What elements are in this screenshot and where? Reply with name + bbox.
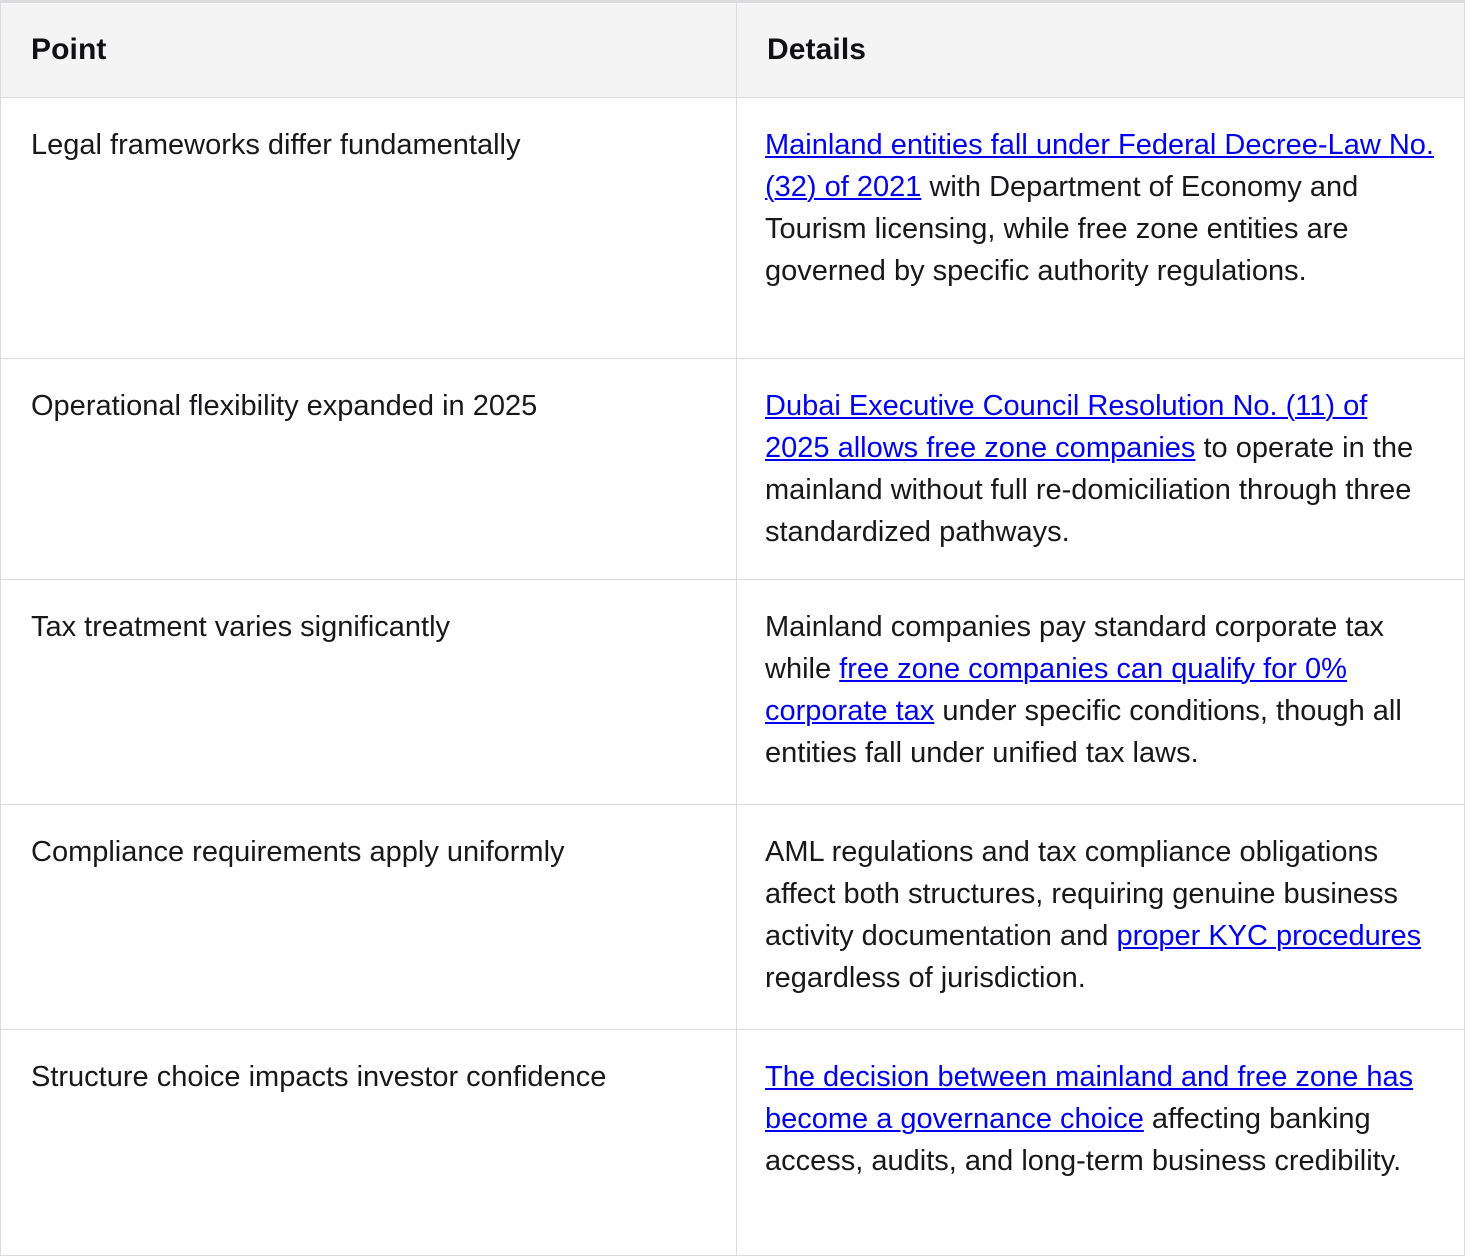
table-row bbox=[1, 359, 1465, 580]
cell-details bbox=[737, 98, 1465, 359]
detail-link[interactable]: Dubai Executive Council Resolution No. (11) of 2025 allows free zone companies bbox=[765, 390, 1368, 464]
detail-text: affecting banking access, audits, and long-term business credibility. bbox=[765, 1103, 1402, 1177]
cell-point: Structure choice impacts investor confidence bbox=[1, 1030, 737, 1256]
table-body bbox=[1, 98, 1465, 1256]
table-header bbox=[1, 2, 1465, 98]
cell-point: Legal frameworks differ fundamentally bbox=[1, 98, 737, 359]
column-header-details: Details bbox=[737, 2, 1465, 98]
detail-text: to operate in the mainland without full re-domiciliation through three standardized pathways. bbox=[765, 432, 1414, 548]
detail-text: AML regulations and tax compliance obligations affect both structures, requiring genuine business activity documentation and bbox=[765, 836, 1399, 952]
table-row bbox=[1, 580, 1465, 805]
cell-point: Tax treatment varies significantly bbox=[1, 580, 737, 805]
cell-point: Operational flexibility expanded in 2025 bbox=[1, 359, 737, 580]
column-header-point: Point bbox=[1, 2, 737, 98]
detail-link[interactable]: The decision between mainland and free zone has become a governance choice bbox=[765, 1061, 1414, 1135]
detail-link[interactable]: proper KYC procedures bbox=[1116, 920, 1422, 952]
cell-details bbox=[737, 359, 1465, 580]
detail-link[interactable]: Mainland entities fall under Federal Decree-Law No. (32) of 2021 bbox=[765, 129, 1434, 203]
detail-text: regardless of jurisdiction. bbox=[765, 962, 1086, 994]
detail-text: Mainland companies pay standard corporate tax while bbox=[765, 611, 1385, 685]
table-row bbox=[1, 1030, 1465, 1256]
detail-text: with Department of Economy and Tourism licensing, while free zone entities are governed by specific authority regulations. bbox=[765, 171, 1359, 287]
cell-details bbox=[737, 805, 1465, 1030]
table-header-row bbox=[1, 2, 1465, 98]
cell-details bbox=[737, 580, 1465, 805]
table-row bbox=[1, 98, 1465, 359]
cell-details bbox=[737, 1030, 1465, 1256]
cell-point: Compliance requirements apply uniformly bbox=[1, 805, 737, 1030]
detail-text: under specific conditions, though all entities fall under unified tax laws. bbox=[765, 695, 1402, 769]
table-row bbox=[1, 805, 1465, 1030]
detail-link[interactable]: free zone companies can qualify for 0% corporate tax bbox=[765, 653, 1347, 727]
